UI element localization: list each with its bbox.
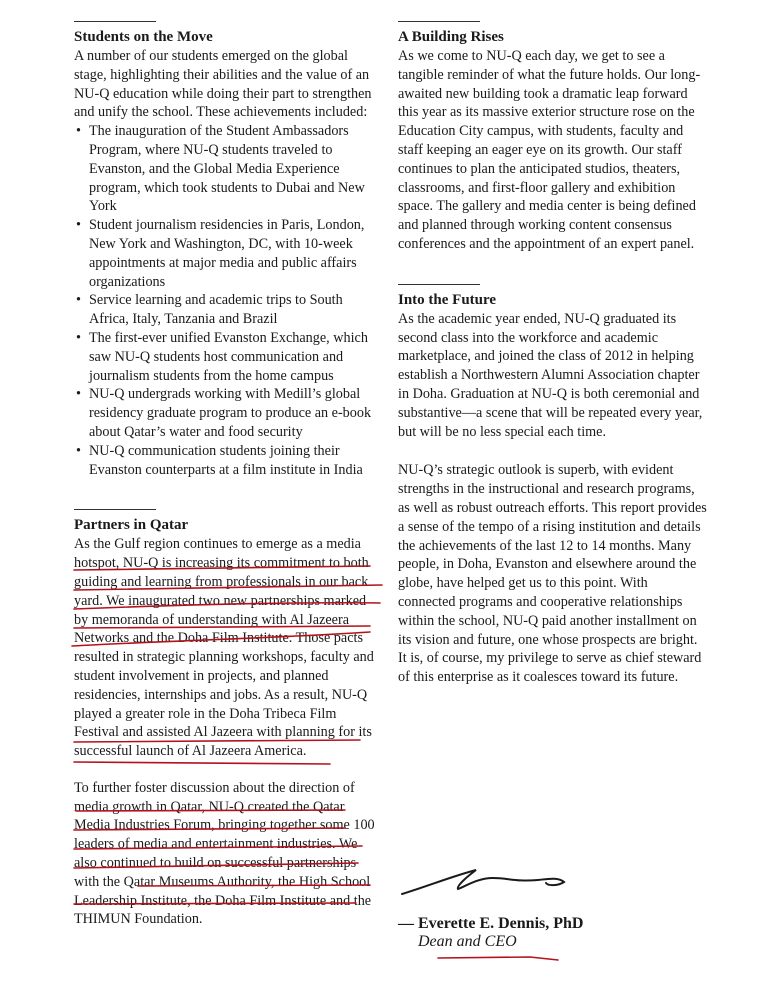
list-item: • NU-Q undergrads working with Medill’s global residency graduate program to produce an e-book about Qatar’s water and food security (89, 385, 382, 441)
underline-mark (438, 957, 558, 960)
building-heading: A Building Rises (398, 29, 504, 45)
list-item: • The inauguration of the Student Ambassadors Program, where NU-Q students traveled to Evanston, and the Global Media Experience program, which took students to Dubai and New York (89, 122, 382, 216)
future-paragraph-2: NU-Q’s strategic outlook is superb, with evident strengths in the instructional and research programs, as well as robust outreach efforts. This report provides a sense of the tempo of a rising institution and details the achievements of the last 12 to 14 months. Many people, in Doha, Evanston and elsewhere around the globe, have helped get us to this point. With connected programs and cooperative relationships within the school, NU-Q paid another installment on its vision and future, one whose prospects are bright. It is, of course, my privilege to serve as chief steward of this enterprise as it coalesces toward its future. (398, 462, 707, 686)
future-heading: Into the Future (398, 291, 497, 308)
achievements-list (74, 122, 382, 479)
section-rule (398, 21, 480, 22)
partners-paragraph-1: As the Gulf region continues to emerge as a media hotspot, NU-Q is increasing its commitment to both guiding and learning from professionals in our back yard. We inaugurated two new partnerships marked by memoranda of understanding with Al Jazeera Networks and the Doha Film Institute. Those pacts resulted in strategic planning workshops, faculty and student involvement in projects, and planned residencies, internships and jobs. As a result, NU-Q played a greater role in the Doha Tribeca Film Festival and assisted Al Jazeera with planning for its successful launch of Al Jazeera America. (74, 536, 374, 760)
signatory-name: — Everette E. Dennis, PhD (398, 915, 584, 932)
building-body: As we come to NU-Q each day, we get to see a tangible reminder of what the future holds. Our long-awaited new building took a dramatic leap forward this year as its massive exterior structure rose on the Education City campus, with students, faculty and staff keeping an eager eye on its growth. Our staff continues to plan the anticipated studios, theaters, classrooms, and first-floor gallery and exhibition space. The gallery and media center is being defined and planned through working content consensus conferences and the appointment of an expert panel. (398, 48, 701, 252)
signature-block (398, 856, 708, 951)
list-item: • NU-Q communication students joining their Evanston counterparts at a film institute in India (89, 442, 382, 480)
section-rule (398, 284, 480, 285)
partners-heading: Partners in Qatar (74, 517, 189, 534)
section-rule (74, 509, 156, 510)
students-heading: Students on the Move (74, 29, 213, 45)
right-column (398, 0, 708, 687)
list-item: • The first-ever unified Evanston Exchange, which saw NU-Q students host communication and journalism students from the home campus (89, 329, 382, 385)
handwritten-signature (398, 856, 578, 906)
list-item: • Service learning and academic trips to South Africa, Italy, Tanzania and Brazil (89, 291, 382, 329)
left-column (74, 0, 382, 929)
students-intro: A number of our students emerged on the global stage, highlighting their abilities and the value of an NU-Q education while doing their part to strengthen and unify the school. These achievements included: (74, 48, 372, 121)
list-item: • Student journalism residencies in Paris, London, New York and Washington, DC, with 10-week appointments at major media and public affairs organizations (89, 216, 382, 291)
future-paragraph-1: As the academic year ended, NU-Q graduated its second class into the workforce and academic marketplace, and joined the class of 2012 in helping establish a Northwestern Alumni Association chapter in Doha. Graduation at NU-Q is both ceremonial and substantive—a scene that will be repeated every year, but will be no less special each time. (398, 310, 703, 440)
section-rule (74, 21, 156, 22)
partners-paragraph-2: To further foster discussion about the direction of media growth in Qatar, NU-Q created the Qatar Media Industries Forum, bringing together some 100 leaders of media and entertainment industries. We also continued to build on successful partnerships with the Qatar Museums Authority, the High School Leadership Institute, the Doha Film Institute and the THIMUN Foundation. (74, 779, 375, 928)
signatory-title: Dean and CEO (418, 933, 517, 950)
